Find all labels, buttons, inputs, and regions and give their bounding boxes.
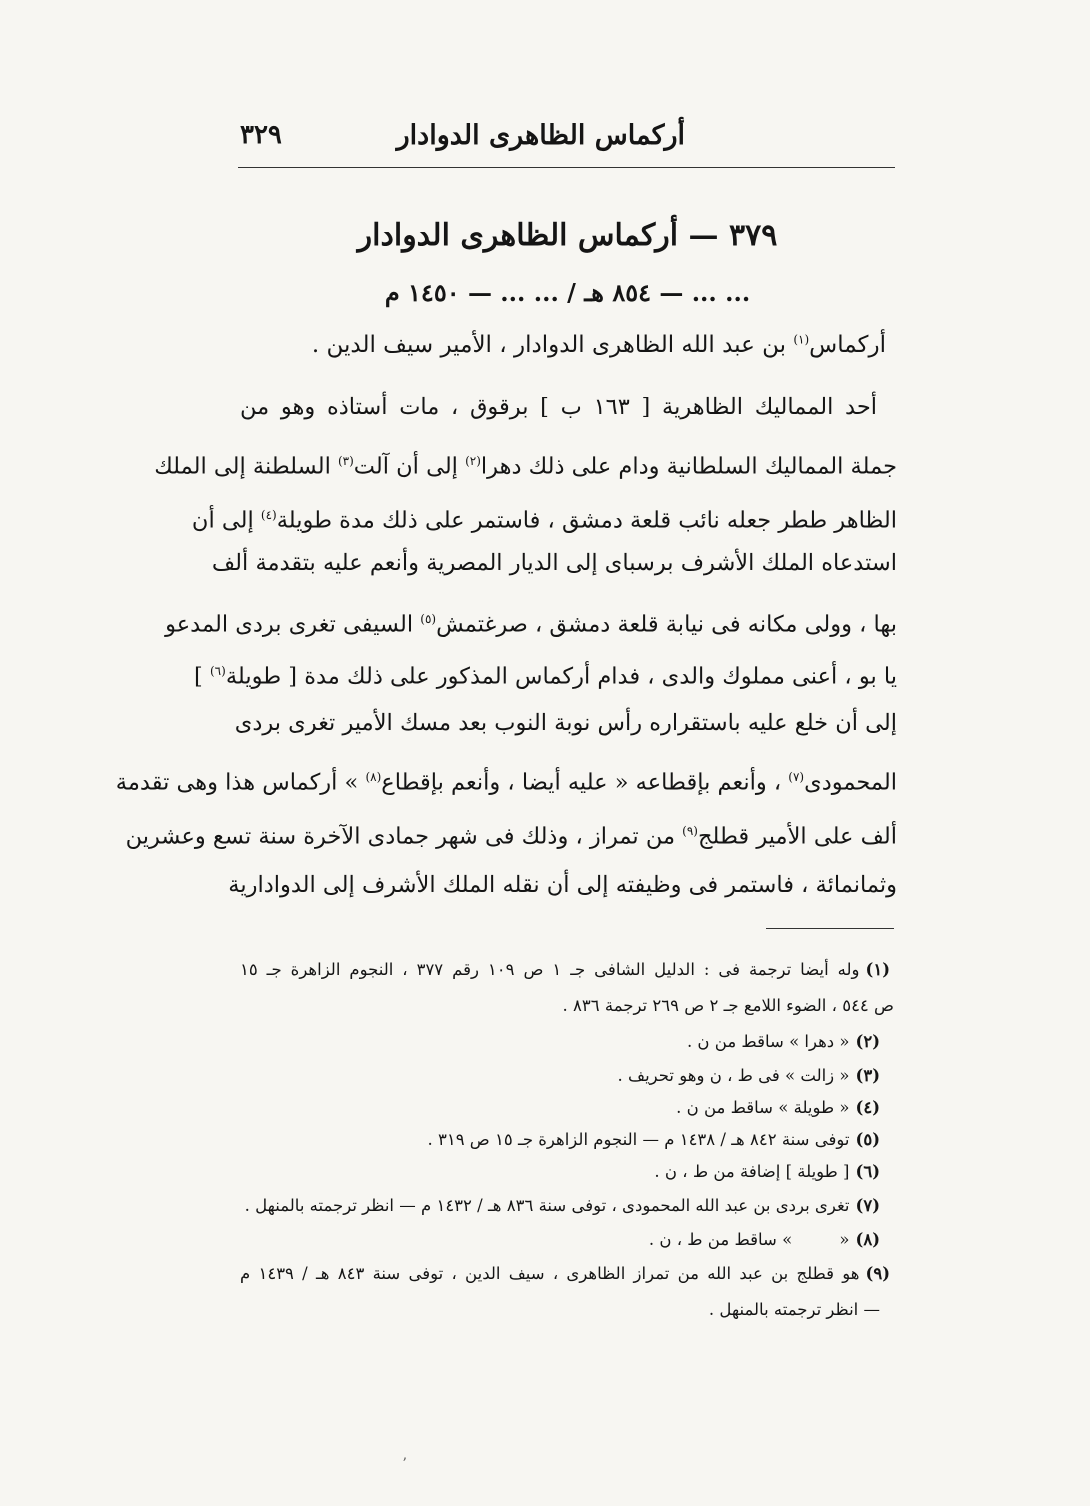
footnote <box>649 1228 880 1252</box>
footnote-marker: (٤) <box>260 508 277 522</box>
footnote-number: (٣) <box>855 1066 880 1085</box>
body-line <box>234 708 897 738</box>
footnote-number: (٥) <box>855 1130 880 1149</box>
header-rule <box>238 167 895 168</box>
body-text: إلى أن خلع عليه باستقراره رأس نوبة النوب بعد مسك الأمير تغرى بردى <box>234 710 897 736</box>
body-text: الظاهر ططر جعله نائب قلعة دمشق ، فاستمر على ذلك مدة طويلة <box>276 507 897 534</box>
footnote-number: (٨) <box>855 1230 880 1249</box>
footnote <box>240 958 890 982</box>
footnote-text: هو قطلج بن عبد الله من تمراز الظاهرى ، سيف الدين ، توفى سنة ٨٤٣ هـ / ١٤٣٩ م <box>240 1264 860 1283</box>
body-line <box>115 762 897 798</box>
footnote-text: « » ساقط من ط ، ن . <box>648 1230 850 1249</box>
body-line <box>194 656 897 692</box>
entry-name-line <box>312 332 886 358</box>
body-text: » أركماس هذا وهى تقدمة <box>115 769 366 796</box>
footnote <box>654 1160 880 1184</box>
footnote-marker: (١) <box>793 332 810 347</box>
body-text: ألف على الأمير قطلج <box>697 823 897 850</box>
name-text: أركماس <box>809 332 886 358</box>
body-line <box>228 870 897 900</box>
footnote-marker: (٣) <box>337 454 354 468</box>
body-text: المحمودى <box>804 769 897 796</box>
footnote-marker: (٩) <box>682 824 698 838</box>
footnote-text: « زالت » فى ط ، ن وهو تحريف . <box>617 1066 850 1085</box>
body-text: السلطنة إلى الملك <box>154 453 338 480</box>
footnote-marker: (٥) <box>420 612 437 626</box>
entry-dates: ... ... — ٨٥٤ هـ / ... ... — ١٤٥٠ م <box>384 278 751 307</box>
footnote-number: (١) <box>865 960 890 979</box>
entry-title: ٣٧٩ — أركماس الظاهرى الدوادار <box>357 218 778 253</box>
page-number: ٣٢٩ <box>240 120 282 150</box>
body-text: ، وأنعم بإقطاعه « عليه أيضا ، وأنعم بإقطاع <box>381 769 789 796</box>
footnote-number: (٤) <box>855 1098 880 1117</box>
body-text: بها ، وولى مكانه فى نيابة قلعة دمشق ، صرغتمش <box>436 611 897 638</box>
name-text: بن عبد الله الظاهرى الدوادار ، الأمير سيف الدين . <box>311 332 794 358</box>
body-text: جملة المماليك السلطانية ودام على ذلك دهرا <box>480 453 897 480</box>
running-title: أركماس الظاهرى الدوادار <box>396 120 685 151</box>
footnote-text: [ طويلة ] إضافة من ط ، ن . <box>654 1162 850 1181</box>
footnote-marker: (٨) <box>365 770 382 784</box>
body-line <box>191 500 897 536</box>
body-text: إلى أن آلت <box>353 453 466 480</box>
body-text: أحد المماليك الظاهرية [ ١٦٣ ب ] برقوق ، مات أستاذه وهو من <box>240 394 878 420</box>
footnote <box>676 1096 880 1120</box>
footnote <box>687 1030 880 1054</box>
footnote-number: (٢) <box>855 1032 880 1051</box>
footnote <box>245 1194 880 1218</box>
ink-speck: ʼ <box>402 1456 407 1472</box>
footnote-number: (٩) <box>865 1264 890 1283</box>
footnote <box>240 1262 890 1286</box>
body-text: إلى أن <box>191 507 261 534</box>
footnote-marker: (٧) <box>788 770 805 784</box>
body-text: استدعاه الملك الأشرف برسباى إلى الديار المصرية وأنعم عليه بتقدمة ألف <box>211 550 897 576</box>
footnote-number: (٧) <box>855 1196 880 1215</box>
footnote <box>618 1064 880 1088</box>
footnote-text: ص ٥٤٤ ، الضوء اللامع جـ ٢ ص ٢٦٩ ترجمة ٨٣٦ . <box>562 996 894 1015</box>
footnote-text: « طويلة » ساقط من ن . <box>676 1098 850 1117</box>
footnote-marker: (٢) <box>465 454 481 468</box>
footnote <box>563 994 894 1018</box>
body-line <box>125 816 897 852</box>
footnote-number: (٦) <box>855 1162 880 1181</box>
footnote-marker: (٦) <box>209 664 226 678</box>
footnote-text: وله أيضا ترجمة فى : الدليل الشافى جـ ١ ص ١٠٩ رقم ٣٧٧ ، النجوم الزاهرة جـ ١٥ <box>240 960 860 979</box>
footnote <box>427 1128 880 1152</box>
body-text: ] <box>194 663 210 690</box>
running-header <box>240 118 895 158</box>
body-line <box>165 604 897 640</box>
body-line <box>211 548 897 578</box>
body-text: وثمانمائة ، فاستمر فى وظيفته إلى أن نقله الملك الأشرف إلى الدوادارية <box>228 872 897 898</box>
footnote-text: تغرى بردى بن عبد الله المحمودى ، توفى سنة ٨٣٦ هـ / ١٤٣٢ م — انظر ترجمته بالمنهل . <box>244 1196 850 1215</box>
body-text: السيفى تغرى بردى المدعو <box>165 611 421 638</box>
footnote <box>709 1298 880 1322</box>
footnote-text: « دهرا » ساقط من ن . <box>686 1032 850 1051</box>
body-text: من تمراز ، وذلك فى شهر جمادى الآخرة سنة تسع وعشرين <box>125 823 683 850</box>
body-line <box>154 446 897 482</box>
body-line <box>240 392 877 422</box>
footnote-rule <box>766 928 894 929</box>
footnote-text: توفى سنة ٨٤٢ هـ / ١٤٣٨ م — النجوم الزاهرة جـ ١٥ ص ٣١٩ . <box>427 1130 850 1149</box>
footnote-text: — انظر ترجمته بالمنهل . <box>708 1300 880 1319</box>
body-text: يا بو ، أعنى مملوك والدى ، فدام أركماس المذكور على ذلك مدة [ طويلة <box>225 663 897 690</box>
